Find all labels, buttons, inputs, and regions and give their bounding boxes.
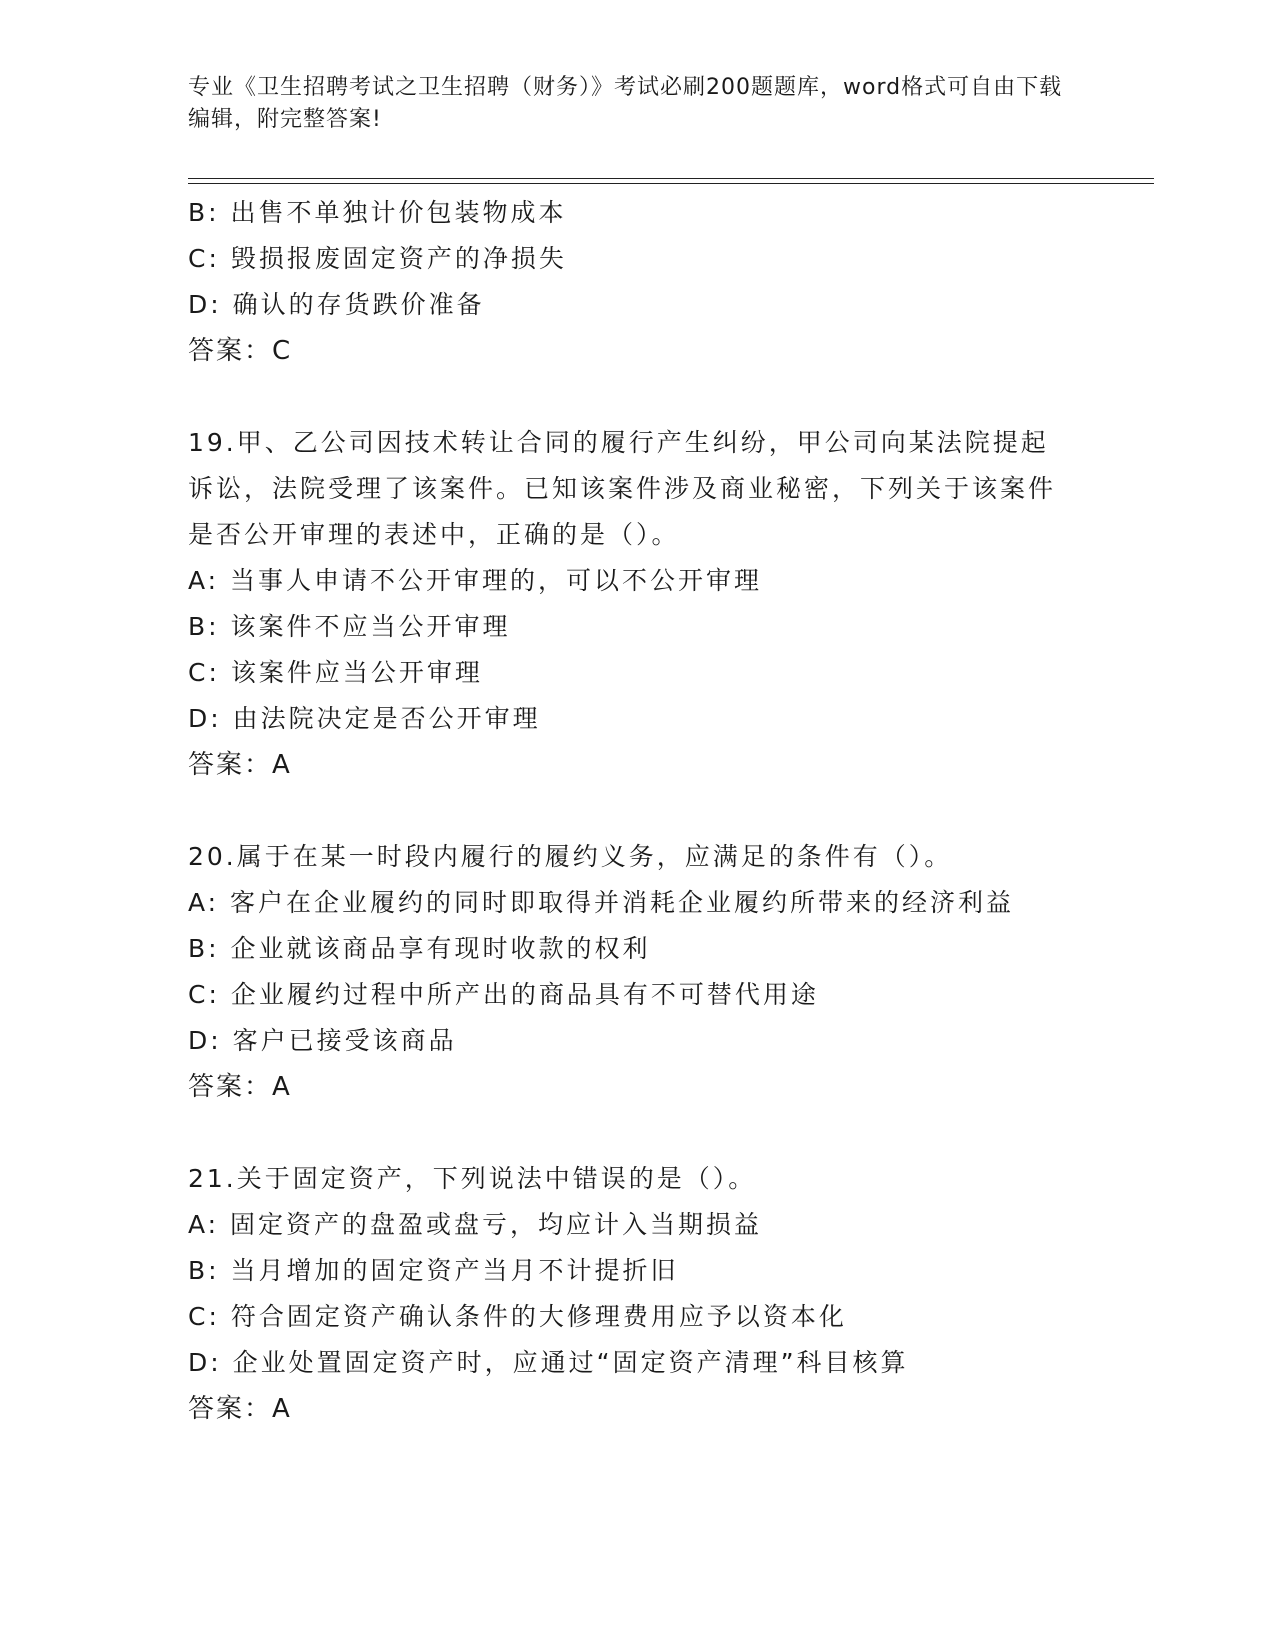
option-d: D: 确认的存货跌价准备 xyxy=(188,290,485,319)
option-c: C: 毁损报废固定资产的净损失 xyxy=(188,244,567,273)
option-d: D: 由法院决定是否公开审理 xyxy=(188,704,541,733)
option-b: B: 当月增加的固定资产当月不计提折旧 xyxy=(188,1256,679,1285)
answer: 答案：A xyxy=(188,1394,292,1424)
question-18-continued xyxy=(188,190,1088,374)
option-a: A: 固定资产的盘盈或盘亏，均应计入当期损益 xyxy=(188,1210,763,1239)
document-header: 专业《卫生招聘考试之卫生招聘（财务）》考试必刷200题题库，word格式可自由下载编辑，附完整答案! xyxy=(188,75,1063,132)
option-c: C: 企业履约过程中所产出的商品具有不可替代用途 xyxy=(188,980,819,1009)
answer: 答案：A xyxy=(188,750,292,780)
option-a: A: 当事人申请不公开审理的，可以不公开审理 xyxy=(188,566,763,595)
header-rule-top xyxy=(188,178,1154,179)
question-stem: 21.关于固定资产，下列说法中错误的是（）。 xyxy=(188,1164,757,1193)
answer: 答案：A xyxy=(188,1072,292,1102)
spacer xyxy=(188,788,1088,834)
question-stem: 19.甲、乙公司因技术转让合同的履行产生纠纷，甲公司向某法院提起诉讼，法院受理了该案件。已知该案件涉及商业秘密，下列关于该案件是否公开审理的表述中，正确的是（）。 xyxy=(188,428,1057,549)
option-c: C: 该案件应当公开审理 xyxy=(188,658,483,687)
spacer xyxy=(188,1110,1088,1156)
question-20 xyxy=(188,834,1088,1110)
answer: 答案：C xyxy=(188,336,293,366)
spacer xyxy=(188,374,1088,420)
question-stem: 20.属于在某一时段内履行的履约义务，应满足的条件有（）。 xyxy=(188,842,953,871)
option-a: A: 客户在企业履约的同时即取得并消耗企业履约所带来的经济利益 xyxy=(188,888,1015,917)
header-rule-bottom xyxy=(188,183,1154,184)
question-list xyxy=(188,190,1088,1432)
option-d: D: 客户已接受该商品 xyxy=(188,1026,457,1055)
option-b: B: 出售不单独计价包装物成本 xyxy=(188,198,567,227)
option-d: D: 企业处置固定资产时，应通过“固定资产清理”科目核算 xyxy=(188,1348,909,1377)
option-c: C: 符合固定资产确认条件的大修理费用应予以资本化 xyxy=(188,1302,847,1331)
question-21 xyxy=(188,1156,1088,1432)
question-19 xyxy=(188,420,1088,788)
option-b: B: 企业就该商品享有现时收款的权利 xyxy=(188,934,651,963)
option-b: B: 该案件不应当公开审理 xyxy=(188,612,511,641)
